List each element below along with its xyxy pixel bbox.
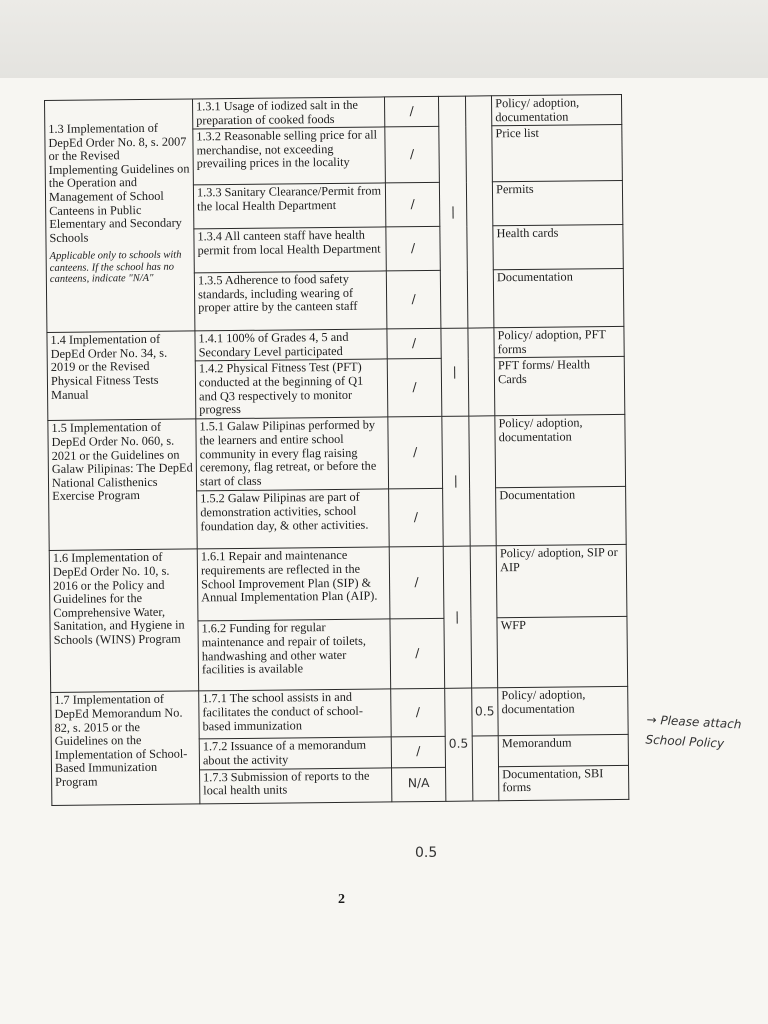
means-of-verification: Documentation (493, 269, 624, 328)
criteria-cell: 1.6.1 Repair and maintenance requirements are reflected in the School Improvement Plan (SIP) & Annual Implementation Plan (AIP). (197, 547, 390, 621)
handwritten-line: School Policy (645, 732, 725, 751)
check-mark: / (387, 329, 441, 360)
criteria-cell: 1.3.3 Sanitary Clearance/Permit from the local Health Department (193, 183, 385, 229)
compliance-table (44, 94, 629, 806)
means-of-verification: Memorandum (498, 735, 628, 767)
group-mark: | (442, 416, 470, 546)
check-mark: / (391, 689, 445, 738)
check-mark: / (385, 183, 439, 228)
table-row (48, 415, 626, 493)
group-mark: | (443, 546, 471, 688)
blank-cell (467, 328, 494, 416)
indicator-cell: 1.4 Implementation of DepEd Order No. 34, s. 2019 or the Revised Physical Fitness Tests Manual (47, 331, 196, 421)
criteria-cell: 1.7.2 Issuance of a memorandum about the activity (199, 737, 391, 769)
handwritten-score-bottom: 0.5 (415, 845, 438, 861)
criteria-cell: 1.3.5 Adherence to food safety standards, including wearing of proper attire by the canteen staff (194, 271, 387, 331)
means-of-verification: Policy/ adoption, SIP or AIP (496, 545, 627, 618)
handwritten-line: → Please attach (646, 712, 742, 732)
indicator-cell (45, 99, 195, 333)
blank-cell (468, 416, 496, 546)
means-of-verification: Policy/ adoption, documentation (492, 94, 622, 126)
means-of-verification: PFT forms/ Health Cards (494, 357, 625, 416)
blank-cell (465, 96, 494, 328)
means-of-verification: WFP (497, 617, 628, 688)
blank-cell (470, 546, 498, 688)
group-mark: | (441, 328, 468, 416)
indicator-cell: 1.7 Implementation of DepEd Memorandum No. 82, s. 2015 or the Guidelines on the Implementation of School-Based Immunization Program (51, 691, 200, 805)
criteria-cell: 1.3.2 Reasonable selling price for all merchandise, not exceeding prevailing prices in the locality (193, 127, 386, 185)
means-of-verification: Health cards (493, 225, 623, 270)
indicator-cell: 1.6 Implementation of DepEd Order No. 10, s. 2016 or the Policy and Guidelines for the Comprehensive Water, Sanitation, and Hygiene in Schools (WINS) Program (49, 549, 198, 693)
indicator-text: 1.3 Implementation of DepEd Order No. 8, s. 2007 or the Revised Implementing Guidelines on the Operation and Management of School Canteens in Public Elementary and Secondary Schools (48, 120, 190, 245)
scan-top-margin (0, 0, 768, 78)
check-mark: / (387, 359, 442, 418)
check-mark: / (389, 547, 444, 620)
indicator-note: Applicable only to schools with canteens. If the school has no canteens, indicate "N/A" (49, 249, 182, 286)
check-mark: N/A (392, 767, 446, 802)
check-mark: / (385, 127, 440, 184)
check-mark: / (389, 489, 444, 548)
means-of-verification: Policy/ adoption, documentation (498, 687, 628, 736)
check-mark: / (390, 619, 445, 690)
check-mark: / (386, 271, 441, 330)
criteria-cell: 1.3.4 All canteen staff have health permit from local Health Department (194, 227, 386, 273)
check-mark: / (388, 417, 443, 490)
criteria-cell: 1.4.2 Physical Fitness Test (PFT) conducted at the beginning of Q1 and Q3 respectively to monitor progress (195, 359, 388, 419)
criteria-cell: 1.4.1 100% of Grades 4, 5 and Secondary Level participated (195, 329, 387, 361)
page-number: 2 (338, 892, 345, 907)
criteria-cell: 1.7.1 The school assists in and facilitates the conduct of school-based immunization (199, 689, 391, 739)
handwritten-score: 0.5 (471, 688, 498, 736)
criteria-cell: 1.7.3 Submission of reports to the local health units (200, 767, 392, 803)
criteria-cell: 1.6.2 Funding for regular maintenance and repair of toilets, handwashing and other water facilities is available (198, 619, 391, 691)
group-mark: | (438, 96, 467, 328)
handwritten-side-note (645, 710, 742, 755)
group-mark: 0.5 (445, 688, 473, 800)
means-of-verification: Policy/ adoption, PFT forms (494, 327, 624, 359)
criteria-cell: 1.3.1 Usage of iodized salt in the preparation of cooked foods (192, 97, 384, 129)
blank-cell (472, 736, 499, 800)
means-of-verification: Price list (492, 125, 623, 182)
indicator-cell: 1.5 Implementation of DepEd Order No. 060, s. 2021 or the Guidelines on Galaw Pilipinas: The DepEd National Calisthenics Exercise Program (48, 419, 197, 551)
means-of-verification: Documentation (496, 487, 627, 546)
check-mark: / (386, 227, 440, 272)
check-mark: / (384, 96, 438, 127)
means-of-verification: Documentation, SBI forms (499, 765, 629, 800)
criteria-cell: 1.5.2 Galaw Pilipinas are part of demonstration activities, school foundation day, & other activities. (197, 489, 390, 549)
table-row (51, 687, 629, 741)
check-mark: / (391, 737, 445, 768)
means-of-verification: Permits (493, 181, 623, 226)
table-row (49, 545, 627, 623)
criteria-cell: 1.5.1 Galaw Pilipinas performed by the learners and entire school community in every flag raising ceremony, flag retreat, or before the start of class (196, 417, 389, 491)
means-of-verification: Policy/ adoption, documentation (495, 415, 626, 488)
